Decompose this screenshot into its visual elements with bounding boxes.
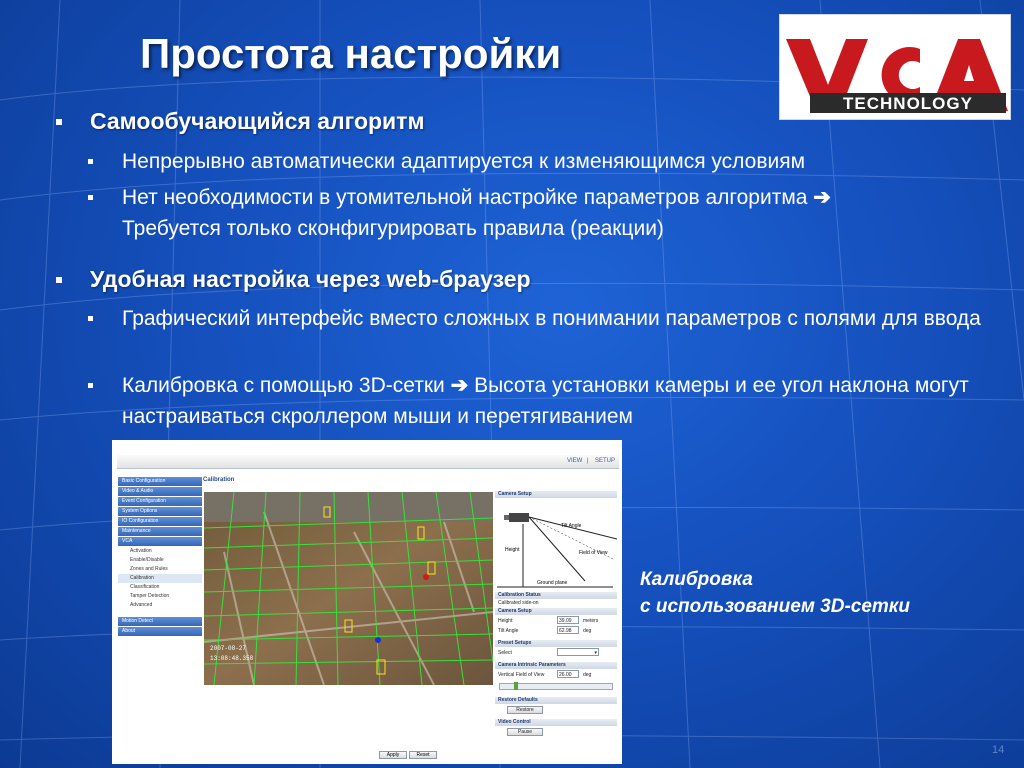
pause-button[interactable]: Pause [507, 728, 543, 736]
calibration-status-header: Calibration Status [495, 592, 617, 599]
screenshot-sidebar [118, 477, 202, 637]
vca-technology-logo [779, 14, 1011, 120]
restore-defaults-header: Restore Defaults [495, 697, 617, 704]
caption-line-2: с использованием 3D-сетки [640, 596, 911, 617]
calibration-status-value: Calibrated side-on [498, 600, 539, 606]
chevron-down-icon: ▾ [594, 650, 597, 656]
height-input[interactable]: 39.09 [557, 616, 579, 624]
restore-button[interactable]: Restore [507, 706, 543, 714]
sidebar-subitem-enable-disable[interactable]: Enable/Disable [130, 557, 164, 563]
overlay-time: 13:08:48.358 [210, 655, 254, 662]
sub-bullet-marker [88, 316, 93, 321]
sub-bullet-marker [88, 195, 93, 200]
arrow-icon: ➔ [813, 186, 831, 209]
bullet-heading: Удобная настройка через web-браузер [90, 266, 531, 292]
preset-setups-header: Preset Setups [495, 640, 617, 647]
field-of-view-text: Field of View [579, 550, 608, 556]
sub-bullet-marker [88, 383, 93, 388]
sub-bullet-marker [88, 159, 93, 164]
sidebar-item-io-configuration[interactable]: IO Configuration [118, 517, 202, 526]
calibration-settings-panel [495, 491, 617, 748]
vfov-input[interactable]: 26.00 [557, 670, 579, 678]
sidebar-item-maintenance[interactable]: Maintenance [118, 527, 202, 536]
vfov-unit: deg [583, 672, 592, 678]
sidebar-item-vca[interactable]: VCA [118, 537, 202, 546]
caption-line-1: Калибровка [640, 569, 753, 590]
camera-setup-diagram[interactable] [495, 499, 617, 591]
select-label: Select [498, 650, 512, 656]
sidebar-item-about[interactable]: About [118, 627, 202, 636]
overlay-date: 2007-08-27 [210, 645, 247, 652]
height-field-label: Height [498, 618, 513, 624]
bullet-marker [56, 119, 62, 125]
sidebar-item-video-audio[interactable]: Video & Audio [118, 487, 202, 496]
calibration-screenshot [112, 440, 622, 764]
tilt-field-label: Tilt Angle [498, 628, 519, 634]
screenshot-topbar [117, 455, 619, 469]
view-link[interactable]: VIEW [567, 458, 583, 464]
reset-button[interactable]: Reset [409, 751, 437, 759]
sidebar-subitem-activation[interactable]: Activation [130, 548, 152, 554]
sidebar-subitem-zones-rules[interactable]: Zones and Rules [130, 566, 168, 572]
tilt-unit: deg [583, 628, 592, 634]
height-unit: meters [583, 618, 599, 624]
sidebar-subitem-advanced[interactable]: Advanced [130, 602, 153, 608]
preset-select[interactable] [557, 648, 599, 656]
vfov-slider[interactable] [499, 683, 613, 690]
tilt-input[interactable]: 62.98 [557, 626, 579, 634]
sub-bullet-text: Калибровка с помощью 3D-сетки [122, 374, 445, 397]
apply-button[interactable]: Apply [379, 751, 407, 759]
topbar-separator: | [587, 458, 589, 464]
camera-setup-header: Camera Setup [495, 491, 617, 498]
sidebar-subitem-classification[interactable]: Classification [130, 584, 160, 590]
calibration-page-title: Calibration [203, 477, 235, 483]
sub-bullet-text: Непрерывно автоматически адаптируется к изменяющимся условиям [122, 150, 806, 173]
camera-setup-header-2: Camera Setup [495, 608, 617, 615]
vfov-label: Vertical Field of View [498, 672, 545, 678]
sidebar-item-system-options[interactable]: System Options [118, 507, 202, 516]
sub-bullet-text-2: Требуется только сконфигурировать правила (реакции) [122, 217, 664, 240]
ground-plane-text: Ground plane [537, 580, 568, 586]
screenshot-caption [640, 566, 910, 620]
video-control-header: Video Control [495, 719, 617, 726]
intrinsic-parameters-header: Camera Intrinsic Parameters [495, 662, 617, 669]
page-number: 14 [992, 744, 1005, 756]
sidebar-item-motion-detect[interactable]: Motion Detect [118, 617, 202, 626]
sidebar-item-event-configuration[interactable]: Event Configuration [118, 497, 202, 506]
camera-view-3d-grid[interactable] [204, 492, 493, 685]
bullet-marker [56, 277, 62, 283]
sub-bullet-text-2: Высота установки камеры и ее угол наклона могут настраиваться скроллером мыши и перетягиванием [122, 374, 969, 428]
tilt-angle-text: Tilt Angle [561, 523, 582, 529]
sidebar-item-basic-configuration[interactable]: Basic Configuration [118, 477, 202, 486]
sub-bullet-text: Графический интерфейс вместо сложных в понимании параметров с полями для ввода [122, 307, 981, 330]
sidebar-subitem-calibration[interactable]: Calibration [118, 574, 202, 583]
slider-handle[interactable] [514, 682, 518, 690]
sidebar-subitem-tamper-detection[interactable]: Tamper Detection [130, 593, 170, 599]
setup-link[interactable]: SETUP [595, 458, 616, 464]
logo-text: TECHNOLOGY [843, 94, 973, 113]
sub-bullet-text: Нет необходимости в утомительной настройке параметров алгоритма [122, 186, 808, 209]
height-text: Height [505, 547, 520, 553]
arrow-icon: ➔ [450, 374, 469, 397]
slide-title: Простота настройки [140, 30, 562, 77]
bullet-heading: Самообучающийся алгоритм [90, 108, 425, 134]
